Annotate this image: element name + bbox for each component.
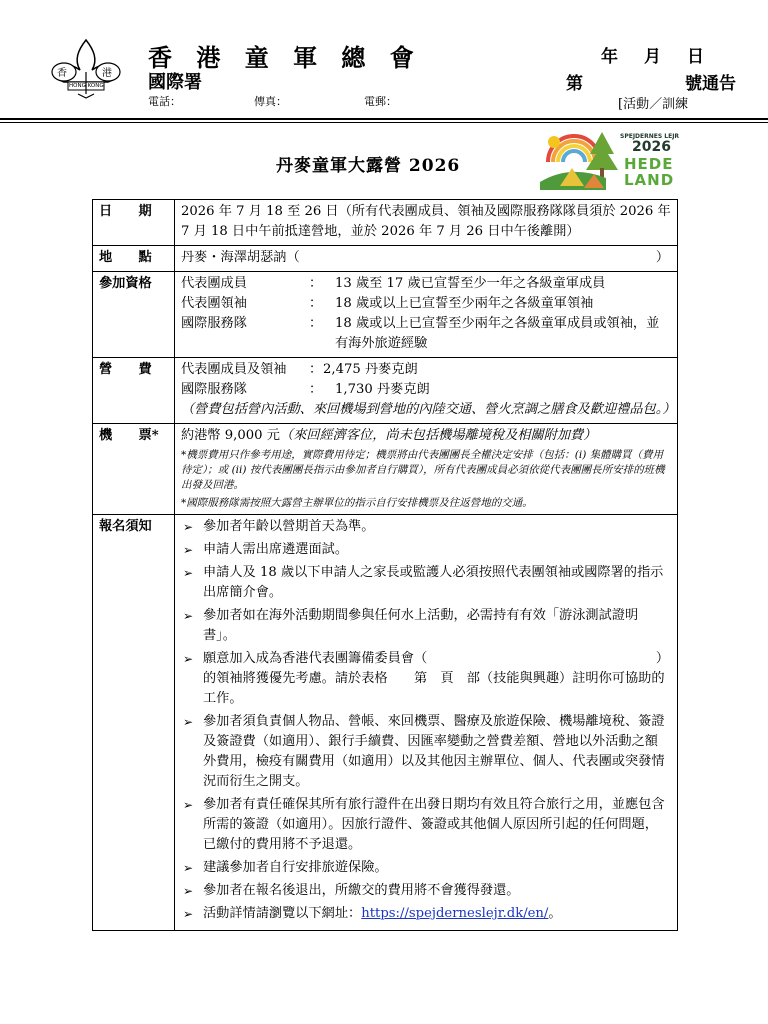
committee-close: ） (655, 651, 669, 666)
committee-text: ➢ 願意加入成為香港代表團籌備委員會（ (203, 651, 428, 666)
list-item (181, 904, 671, 924)
list-item: ➢ 參加者須負責個人物品、營帳、來回機票、醫療及旅遊保險、機場離境稅、簽證及簽證費（如適用）、銀行手續費、因匯率變動之營費差額、營地以外活動之額外費用，檢疫有關費用（如適用）以及其他因主辦單位、個人、代表團或突發情況而衍生之開支。 (181, 712, 671, 792)
event-logo-line2: LAND (624, 171, 675, 189)
location-value (181, 248, 671, 268)
ticket-price-note: （來回經濟客位，尚未包括機場離境稅及相關附加費） (279, 428, 597, 443)
fee-item (181, 380, 671, 400)
fax-label: 傳真： (254, 95, 287, 108)
details-end: 。 (548, 906, 562, 921)
eligibility-label: 參加資格 (93, 272, 175, 358)
application-notes-list (181, 517, 671, 924)
event-logo-line1: HEDE (624, 155, 674, 173)
location-row (93, 246, 678, 272)
application-notes-label: 報名須知 (93, 515, 175, 931)
location-close: ） (655, 250, 669, 265)
eligibility-item (181, 314, 671, 354)
fee-row (93, 358, 678, 424)
ticket-row (93, 424, 678, 515)
event-logo-year: 2026 (632, 139, 671, 155)
org-name: 香 港 童 軍 總 會 (148, 43, 422, 72)
eligibility-sep: ： (309, 316, 323, 331)
ticket-note-1: *機票費用只作參考用途，實際費用待定；機票將由代表團團長全權決定安排（包括：(i) 集體購買（費用待定）；或 (ii) 按代表團團長指示由參加者自行購買），所有代表團成員必須依從代表團團長所安排的班機出發及回港。 (181, 449, 665, 491)
header-rule-thin (0, 122, 768, 123)
scout-logo (44, 36, 128, 100)
ticket-note-2: *國際服務隊需按照大露營主辦單位的指示自行安排機票及往返營地的交通。 (181, 497, 533, 509)
list-item: ➢ 申請人需出席遴選面試。 (181, 540, 671, 560)
eligibility-sep: ： (309, 276, 323, 291)
eligibility-requirement: 13 歲至 17 歲已宣誓至少一年之各級童軍成員 (335, 276, 606, 291)
eligibility-role: 國際服務隊 (181, 316, 247, 331)
list-item: ➢ 申請人及 18 歲以下申請人之家長或監護人必須按照代表團領袖或國際署的指示出席簡介會。 (181, 563, 671, 603)
date-line (601, 42, 704, 67)
list-item: ➢ 參加者有責任確保其所有旅行證件在出發日期均有效且符合旅行之用，並應包含所需的簽證（如適用）。因旅行證件、簽證或其他個人原因所引起的任何問題，已繳付的費用將不予退還。 (181, 795, 671, 855)
eligibility-sep: ： (309, 296, 323, 311)
application-notes-row (93, 515, 678, 931)
date-row (93, 200, 678, 246)
fee-amount: 1,730 丹麥克朗 (335, 382, 430, 397)
ticket-label: 機 票* (93, 424, 175, 515)
header-rule (0, 118, 768, 120)
location-text: 丹麥・海澤胡瑟訥（ (181, 250, 300, 265)
committee-text-cont: 的領袖將獲優先考慮。請於表格 第 頁 部（技能與興趣）註明你可協助的工作。 (203, 671, 665, 706)
eligibility-role: 代表團領袖 (181, 296, 247, 311)
fee-amount: 2,475 丹麥克朗 (323, 362, 418, 377)
event-logo-top: SPEJDERNES LEJR (620, 133, 680, 140)
fee-sep: ： (309, 382, 323, 397)
location-label: 地 點 (93, 246, 175, 272)
eligibility-row (93, 272, 678, 358)
ticket-price-line (181, 426, 671, 446)
phone-label: 電話： (148, 95, 181, 108)
notice-prefix: 第 (566, 74, 583, 94)
fee-role: 國際服務隊 (181, 382, 247, 397)
details-text: 活動詳情請瀏覽以下網址： (203, 906, 362, 921)
fee-label: 營 費 (93, 358, 175, 424)
list-item: ➢ 參加者如在海外活動期間參與任何水上活動，必需持有有效「游泳測試證明書」。 (181, 606, 671, 646)
eligibility-item (181, 294, 671, 314)
eligibility-role: 代表團成員 (181, 276, 247, 291)
date-label: 日 期 (93, 200, 175, 246)
ticket-price: 約港幣 9,000 元 (181, 428, 280, 443)
notice-suffix: 號通告 (685, 74, 736, 94)
eligibility-item (181, 274, 671, 294)
list-item: ➢ 參加者年齡以營期首天為準。 (181, 517, 671, 537)
eligibility-requirement: 18 歲或以上已宣誓至少兩年之各級童軍成員或領袖，並有海外旅遊經驗 (335, 316, 660, 351)
department-name: 國際署 (148, 72, 202, 93)
notice-number (566, 69, 736, 94)
eligibility-requirement: 18 歲或以上已宣誓至少兩年之各級童軍領袖 (335, 296, 594, 311)
year-label: 年 (601, 47, 618, 67)
event-website-link[interactable]: https://spejderneslejr.dk/en/ (361, 906, 549, 921)
month-label: 月 (644, 47, 661, 67)
list-item: ➢ 參加者在報名後退出，所繳交的費用將不會獲得發還。 (181, 881, 671, 901)
logo-left-char: 香 (57, 68, 67, 79)
date-value: 2026 年 7 月 18 至 26 日（所有代表團成員、領袖及國際服務隊隊員須於 2026 年 7 月 18 日中午前抵達營地，並於 2026 年 7 月 26 日中午後離開） (175, 200, 678, 246)
notice-category: [活動／訓練 (618, 97, 689, 112)
fee-note: （營費包括營內活動、來回機場到營地的內陸交通、營火烹調之膳食及歡迎禮品包。） (181, 402, 676, 417)
email-label: 電郵： (364, 95, 397, 108)
committee-line (203, 649, 671, 669)
list-item: ➢ 建議參加者自行安排旅遊保險。 (181, 858, 671, 878)
fee-role: 代表團成員及領袖 (181, 362, 287, 377)
logo-right-char: 港 (102, 68, 112, 79)
fee-sep: ： (309, 362, 323, 377)
hedeland-2026-logo (540, 128, 680, 190)
fee-item (181, 360, 671, 380)
logo-ribbon-text: HONG KONG (69, 82, 104, 89)
day-label: 日 (687, 47, 704, 67)
camp-details-table (92, 199, 678, 931)
page-title: 丹麥童軍大露營 2026 (276, 156, 461, 176)
list-item (181, 649, 671, 709)
